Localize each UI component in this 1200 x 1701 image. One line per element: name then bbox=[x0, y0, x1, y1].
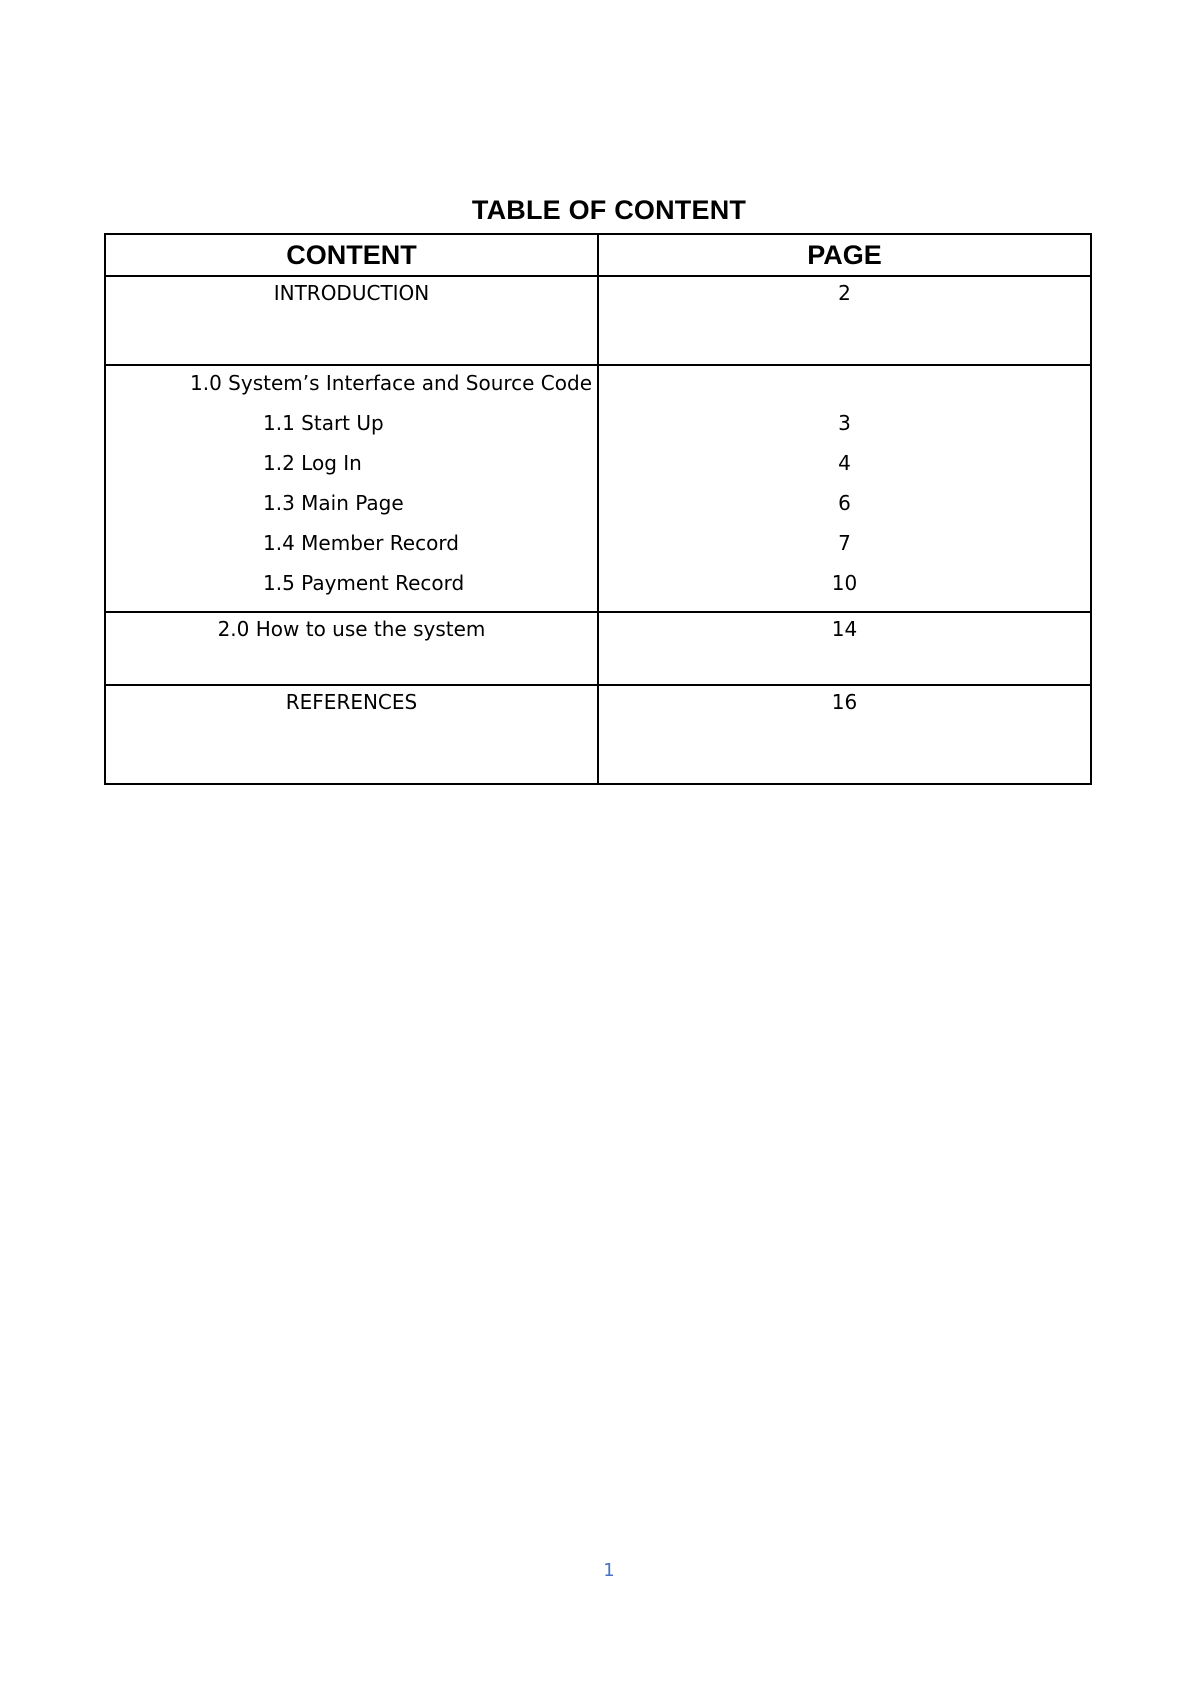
toc-page-cell bbox=[598, 365, 1091, 612]
toc-entry-how-to-use: 2.0 How to use the system bbox=[217, 617, 486, 641]
toc-section-list bbox=[106, 366, 597, 611]
toc-entry-system: 1.0 System’s Interface and Source Code bbox=[190, 371, 593, 395]
table-row bbox=[105, 612, 1091, 685]
toc-page-start-up: 3 bbox=[838, 411, 851, 435]
toc-page-main-page: 6 bbox=[838, 491, 851, 515]
toc-entry-log-in: 1.2 Log In bbox=[263, 451, 362, 475]
toc-entry-payment-record: 1.5 Payment Record bbox=[263, 571, 465, 595]
toc-page-how-to-use: 14 bbox=[831, 617, 858, 641]
toc-entry-introduction: INTRODUCTION bbox=[273, 281, 430, 305]
toc-page-member-record: 7 bbox=[838, 531, 851, 555]
toc-page-references: 16 bbox=[831, 690, 858, 714]
toc-page-payment-record: 10 bbox=[831, 571, 858, 595]
toc-page-system bbox=[599, 371, 1090, 411]
toc-page-cell bbox=[598, 612, 1091, 685]
column-header-page: PAGE bbox=[598, 234, 1091, 276]
toc-entry-cell bbox=[105, 685, 598, 784]
table-row bbox=[105, 276, 1091, 365]
toc-entry-references: REFERENCES bbox=[285, 690, 418, 714]
page-number: 1 bbox=[603, 1560, 615, 1581]
toc-header-row bbox=[105, 234, 1091, 276]
toc-entry-cell bbox=[105, 276, 598, 365]
table-row bbox=[105, 365, 1091, 612]
toc-page-introduction: 2 bbox=[838, 281, 851, 305]
toc-table bbox=[104, 233, 1092, 785]
toc-entry-cell bbox=[105, 365, 598, 612]
toc-entry-member-record: 1.4 Member Record bbox=[263, 531, 459, 555]
table-row bbox=[105, 685, 1091, 784]
toc-entry-start-up: 1.1 Start Up bbox=[263, 411, 384, 435]
toc-page-list bbox=[599, 366, 1090, 611]
toc-entry-main-page: 1.3 Main Page bbox=[263, 491, 404, 515]
toc-entry-cell bbox=[105, 612, 598, 685]
toc-page-cell bbox=[598, 685, 1091, 784]
toc-page-log-in: 4 bbox=[838, 451, 851, 475]
page-title: TABLE OF CONTENT bbox=[471, 195, 747, 225]
toc-page-cell bbox=[598, 276, 1091, 365]
column-header-content: CONTENT bbox=[105, 234, 598, 276]
